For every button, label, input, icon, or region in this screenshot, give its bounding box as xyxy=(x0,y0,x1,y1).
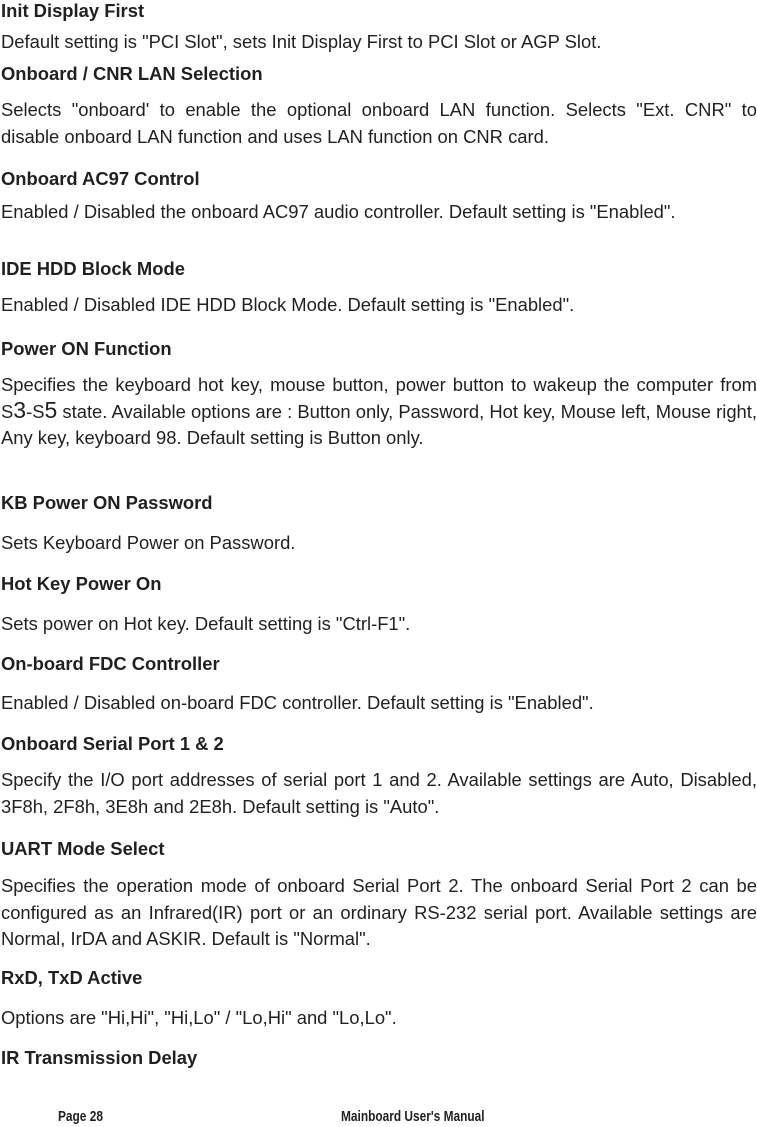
section-heading: KB Power ON Password xyxy=(1,492,213,513)
page-number: Page 28 xyxy=(58,1109,103,1125)
section-body: Selects "onboard' to enable the optional onboard LAN function. Selects "Ext. CNR" to disable onboard LAN function and uses LAN function on CNR card. xyxy=(1,99,757,147)
section-heading: Onboard Serial Port 1 & 2 xyxy=(1,733,224,754)
section-heading: UART Mode Select xyxy=(1,838,165,859)
section-body: Sets Keyboard Power on Password. xyxy=(1,532,296,553)
section-heading: Hot Key Power On xyxy=(1,573,162,594)
section-body: Enabled / Disabled the onboard AC97 audio controller. Default setting is "Enabled". xyxy=(1,201,676,222)
section-body: Specifies the operation mode of onboard Serial Port 2. The onboard Serial Port 2 can be configured as an Infrared(IR) port or an ordinary RS-232 serial port. Available settings are Normal, IrDA and ASKIR. Default is "Normal". xyxy=(1,875,757,949)
section-heading: RxD, TxD Active xyxy=(1,967,143,988)
section-body: Enabled / Disabled on-board FDC controller. Default setting is "Enabled". xyxy=(1,692,594,713)
section-heading: On-board FDC Controller xyxy=(1,653,220,674)
section-heading: Onboard / CNR LAN Selection xyxy=(1,63,263,84)
section-body: Default setting is "PCI Slot", sets Init Display First to PCI Slot or AGP Slot. xyxy=(1,31,602,52)
section-heading: IR Transmission Delay xyxy=(1,1047,198,1068)
section-heading: Power ON Function xyxy=(1,338,172,359)
section-heading: Onboard AC97 Control xyxy=(1,168,200,189)
section-body: Sets power on Hot key. Default setting is "Ctrl-F1". xyxy=(1,613,411,634)
section-body: Specifies the keyboard hot key, mouse button, power button to wakeup the computer from S3-S5 state. Available options are : Button only, Password, Hot key, Mouse left, Mouse right, Any key, keyboard 98. Default setting is Button only. xyxy=(1,374,757,448)
section-body: Specify the I/O port addresses of serial port 1 and 2. Available settings are Auto, Disabled, 3F8h, 2F8h, 3E8h and 2E8h. Default setting is "Auto". xyxy=(1,769,757,817)
section-heading: Init Display First xyxy=(1,0,145,21)
section-body: Options are "Hi,Hi", "Hi,Lo" / "Lo,Hi" and "Lo,Lo". xyxy=(1,1007,397,1028)
section-body: Enabled / Disabled IDE HDD Block Mode. Default setting is "Enabled". xyxy=(1,294,575,315)
footer-title: Mainboard User's Manual xyxy=(341,1109,485,1125)
section-heading: IDE HDD Block Mode xyxy=(1,258,185,279)
